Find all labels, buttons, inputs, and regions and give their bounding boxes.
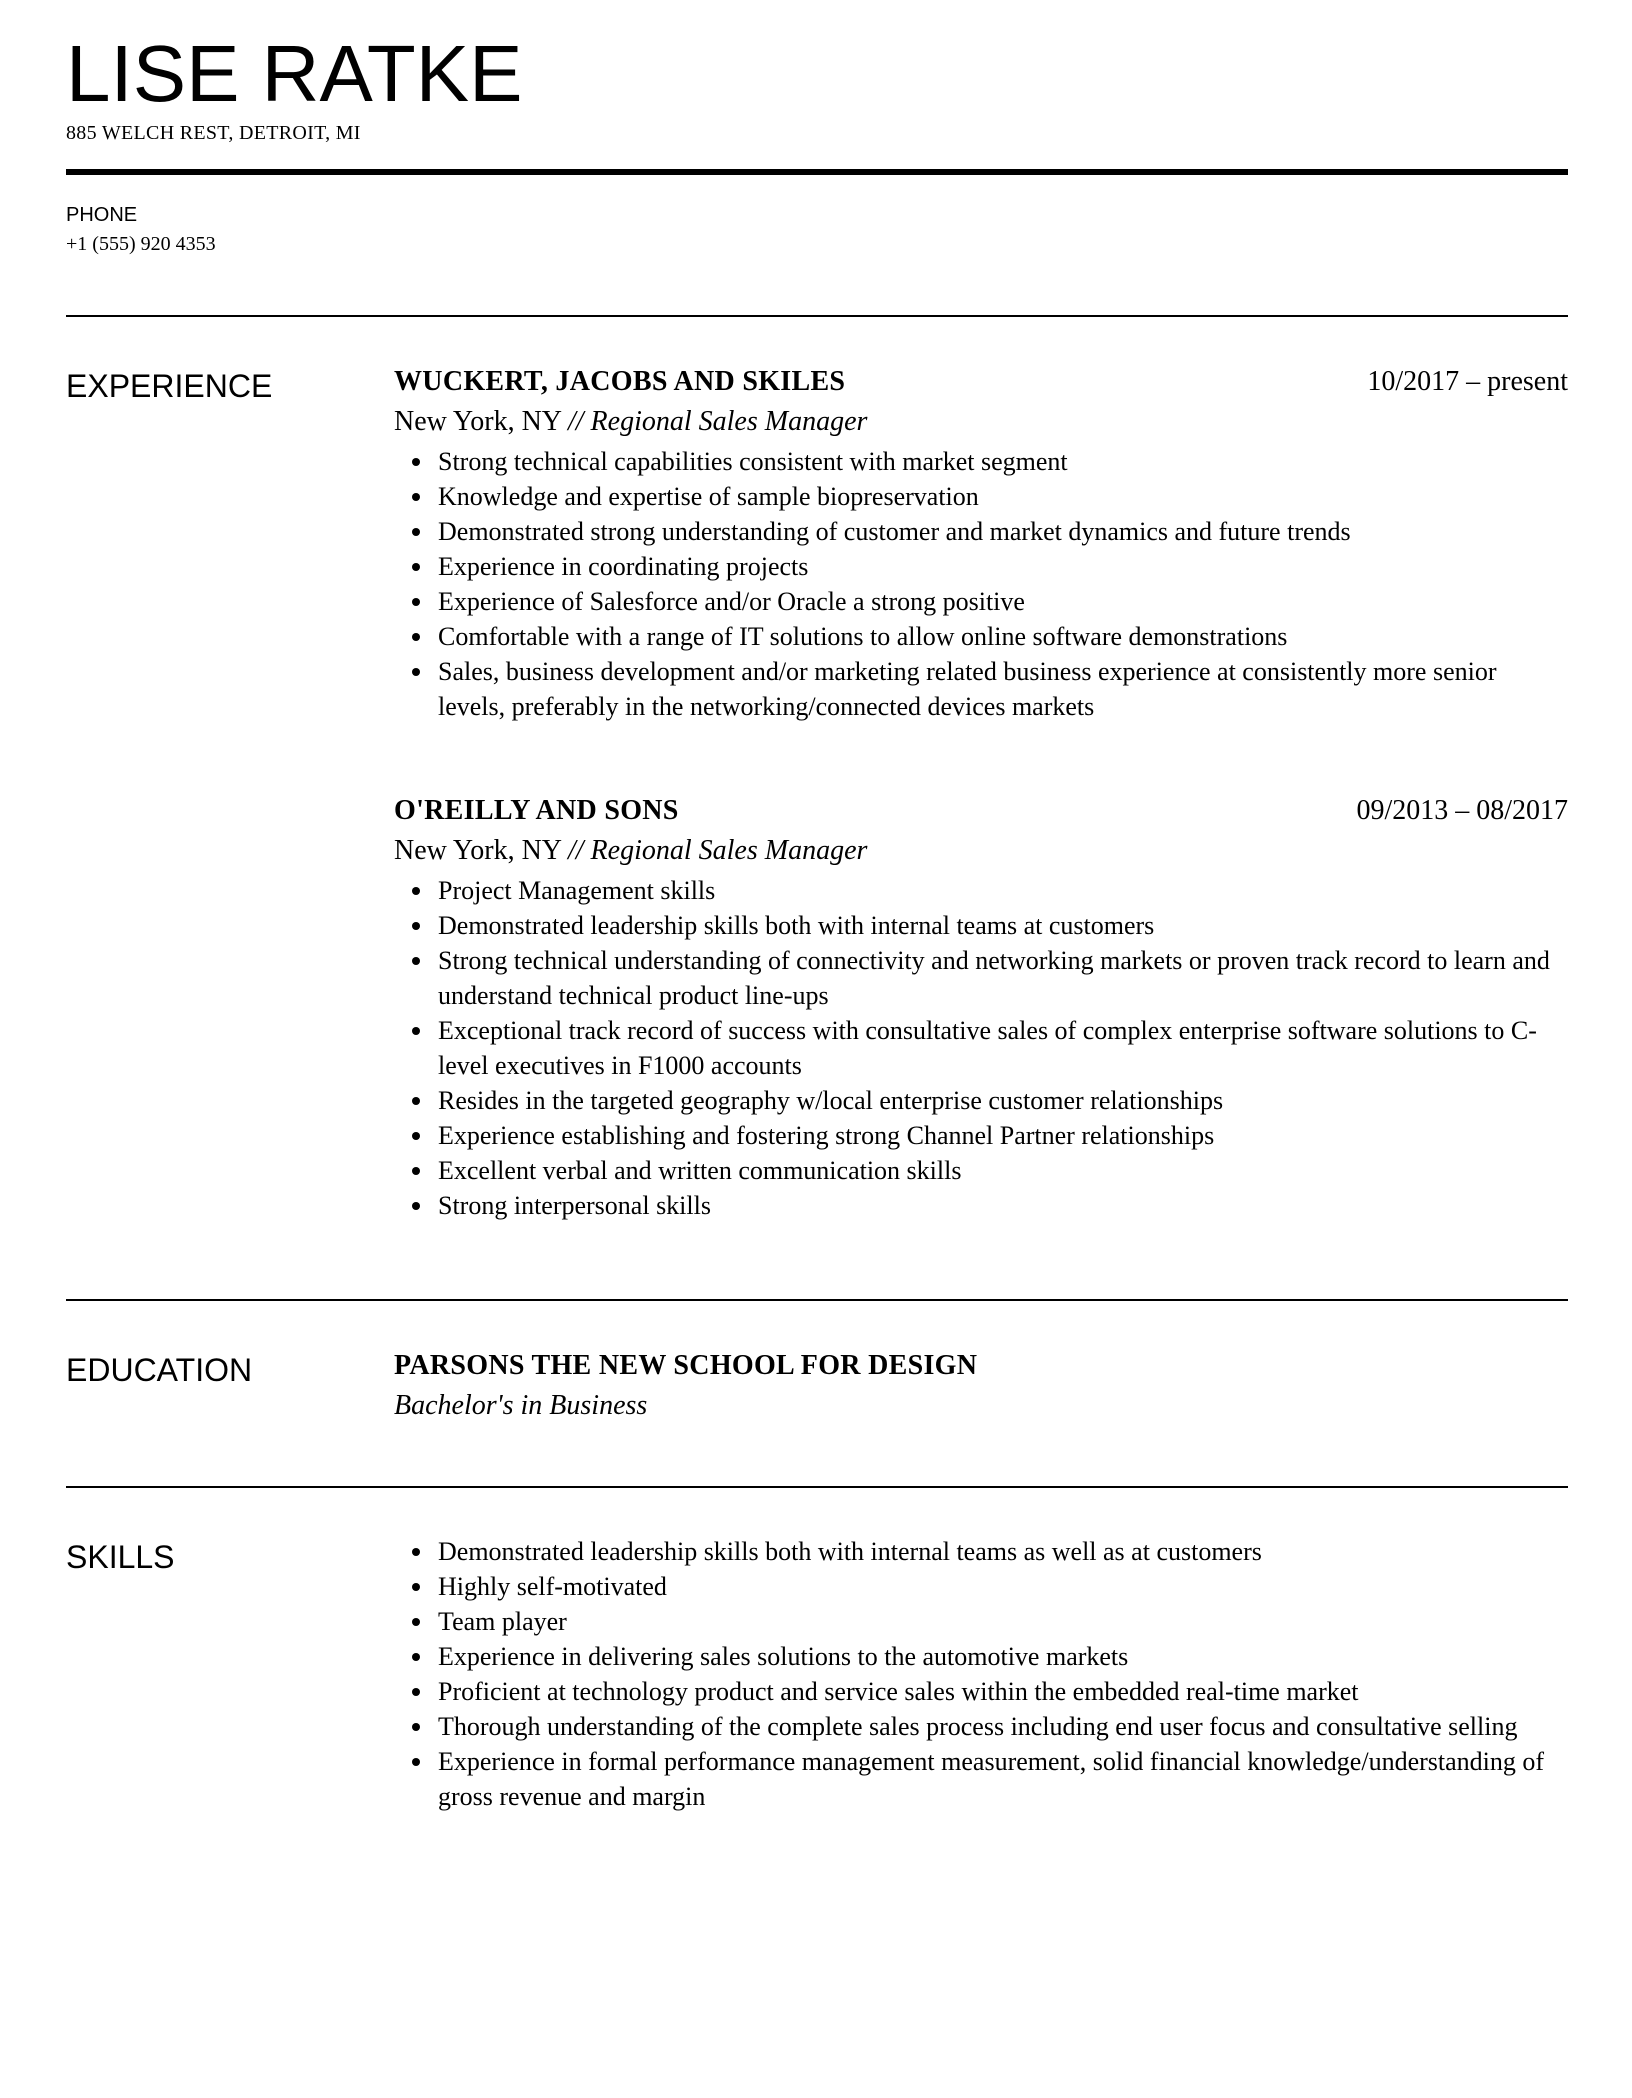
skills-list (394, 1534, 1568, 1814)
job-role: Regional Sales Manager (590, 406, 868, 437)
list-item: Strong interpersonal skills (394, 1188, 1568, 1223)
section-title-education: EDUCATION (66, 1352, 253, 1388)
bullet-icon (412, 887, 420, 895)
list-item: Demonstrated strong understanding of customer and market dynamics and future trends (394, 514, 1568, 549)
list-item: Team player (394, 1604, 1568, 1639)
list-item: Knowledge and expertise of sample biopreservation (394, 479, 1568, 514)
bullet-icon (412, 668, 420, 676)
job-dates: 09/2013 – 08/2017 (1356, 795, 1568, 826)
list-item: Comfortable with a range of IT solutions to allow online software demonstrations (394, 619, 1568, 654)
job-dates: 10/2017 – present (1367, 366, 1568, 397)
bullet-icon (412, 1548, 420, 1556)
bullet-icon (412, 1583, 420, 1591)
section-divider (66, 1299, 1568, 1301)
bullet-icon (412, 1167, 420, 1175)
job-separator: // (567, 835, 584, 866)
experience-job (394, 362, 1568, 724)
list-item: Experience in formal performance management measurement, solid financial knowledge/understanding of gross revenue and margin (394, 1744, 1568, 1814)
bullet-icon (412, 1758, 420, 1766)
list-item: Experience of Salesforce and/or Oracle a strong positive (394, 584, 1568, 619)
list-item: Resides in the targeted geography w/local enterprise customer relationships (394, 1083, 1568, 1118)
candidate-address: 885 WELCH REST, DETROIT, MI (66, 122, 361, 144)
bullet-icon (412, 458, 420, 466)
bullet-icon (412, 957, 420, 965)
experience-job (394, 791, 1568, 1223)
list-item: Experience in coordinating projects (394, 549, 1568, 584)
bullet-icon (412, 598, 420, 606)
bullet-icon (412, 528, 420, 536)
list-item: Exceptional track record of success with consultative sales of complex enterprise software solutions to C-level executives in F1000 accounts (394, 1013, 1568, 1083)
bullet-icon (412, 1653, 420, 1661)
education-entry (394, 1346, 1568, 1426)
job-location: New York, NY (394, 835, 561, 866)
education-degree: Bachelor's in Business (394, 1390, 648, 1421)
bullet-icon (412, 1097, 420, 1105)
list-item: Strong technical capabilities consistent with market segment (394, 444, 1568, 479)
bullet-icon (412, 1618, 420, 1626)
header-divider (66, 169, 1568, 175)
candidate-name: LISE RATKE (66, 29, 523, 118)
bullet-icon (412, 1027, 420, 1035)
education-school: PARSONS THE NEW SCHOOL FOR DESIGN (394, 1350, 978, 1381)
phone-label: PHONE (66, 204, 138, 226)
job-bullet-list (394, 873, 1568, 1223)
job-location: New York, NY (394, 406, 561, 437)
job-company: WUCKERT, JACOBS AND SKILES (394, 366, 846, 397)
list-item: Strong technical understanding of connectivity and networking markets or proven track record to learn and understand technical product line-ups (394, 943, 1568, 1013)
bullet-icon (412, 633, 420, 641)
job-location-role (394, 402, 1568, 442)
list-item: Experience establishing and fostering strong Channel Partner relationships (394, 1118, 1568, 1153)
list-item: Demonstrated leadership skills both with internal teams at customers (394, 908, 1568, 943)
bullet-icon (412, 1202, 420, 1210)
list-item: Experience in delivering sales solutions to the automotive markets (394, 1639, 1568, 1674)
list-item: Excellent verbal and written communication skills (394, 1153, 1568, 1188)
list-item: Thorough understanding of the complete sales process including end user focus and consultative selling (394, 1709, 1568, 1744)
bullet-icon (412, 1723, 420, 1731)
section-divider (66, 1486, 1568, 1488)
bullet-icon (412, 1132, 420, 1140)
phone-value: +1 (555) 920 4353 (66, 233, 216, 255)
job-bullet-list (394, 444, 1568, 724)
bullet-icon (412, 563, 420, 571)
list-item: Sales, business development and/or marketing related business experience at consistently more senior levels, preferably in the networking/connected devices markets (394, 654, 1568, 724)
skills-list-container (394, 1534, 1568, 1814)
section-divider (66, 315, 1568, 317)
bullet-icon (412, 493, 420, 501)
job-role: Regional Sales Manager (590, 835, 868, 866)
job-location-role (394, 831, 1568, 871)
list-item: Demonstrated leadership skills both with internal teams as well as at customers (394, 1534, 1568, 1569)
list-item: Highly self-motivated (394, 1569, 1568, 1604)
job-company: O'REILLY AND SONS (394, 795, 679, 826)
list-item: Project Management skills (394, 873, 1568, 908)
bullet-icon (412, 1688, 420, 1696)
job-separator: // (567, 406, 584, 437)
section-title-experience: EXPERIENCE (66, 368, 273, 404)
bullet-icon (412, 922, 420, 930)
section-title-skills: SKILLS (66, 1539, 175, 1575)
list-item: Proficient at technology product and service sales within the embedded real-time market (394, 1674, 1568, 1709)
